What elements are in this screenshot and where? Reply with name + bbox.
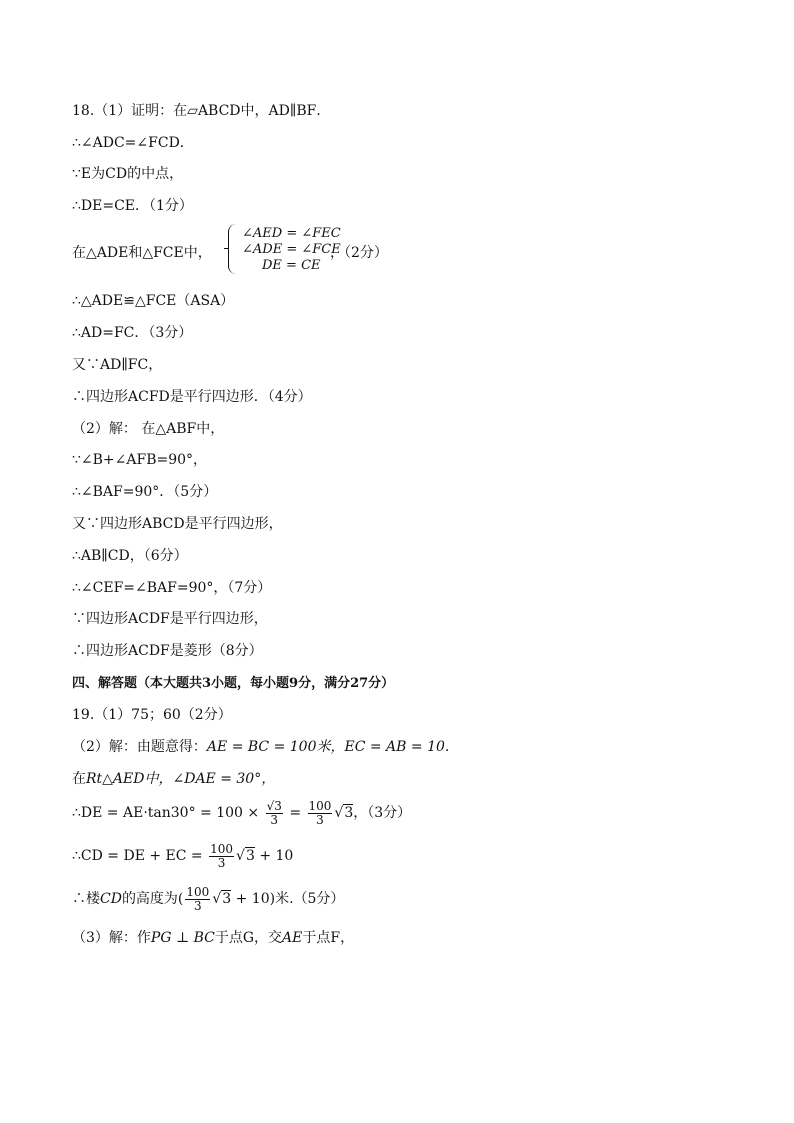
q18-line-5-prefix: 在△ADE和△FCE中， [72, 245, 212, 261]
sqrt-icon: √3 [236, 848, 255, 864]
q19-line-1: 19.（1）75；60（2分） [72, 707, 232, 723]
fraction-denominator: 3 [270, 812, 279, 827]
q19-line-2-prefix: （2）解：由题意得： [72, 739, 207, 755]
system-row-2: ∠ADE = ∠FCE [242, 242, 341, 257]
q18-line-14: ∴AB∥CD，（6分） [72, 548, 188, 564]
q19-line-5-tail: + 10 [254, 848, 294, 864]
q18-line-10: （2）解： 在△ABF中， [72, 421, 225, 437]
left-brace-icon [228, 224, 237, 274]
q19-line-6 [72, 884, 344, 914]
q19-line-4-suffix: ，（3分） [353, 805, 412, 821]
system-row-1: ∠AED = ∠FEC [242, 226, 341, 241]
q18-line-8: 又∵AD∥FC， [72, 357, 163, 373]
q19-line-7-c: 于点F， [302, 930, 355, 946]
section-heading: 四、解答题（本大题共3小题，每小题9分，满分27分） [72, 676, 395, 691]
equals-sign: = [289, 805, 302, 821]
q18-line-4: ∴DE=CE．（1分） [72, 198, 193, 214]
sqrt-icon: √3 [334, 805, 354, 821]
sqrt3-over-3-fraction [266, 800, 283, 827]
q19-line-3-math: Rt△AED中，∠DAE = 30°， [86, 771, 276, 787]
q19-line-6-cd: CD [100, 891, 122, 907]
q19-line-5-a: ∴CD = DE + EC = [72, 848, 203, 864]
q19-line-7-m2: AE [282, 930, 303, 946]
q19-line-2 [72, 738, 449, 756]
q19-line-4-a: ∴DE = AE·tan30° = 100 × [72, 805, 260, 821]
q18-line-6: ∴△ADE≌△FCE（ASA） [72, 293, 235, 309]
100-over-3-fraction: $\frac{100}{3}$ [210, 841, 234, 870]
q19-line-7-a: （3）解：作 [72, 930, 151, 946]
q19-line-6-b: 的高度为( [121, 891, 184, 907]
q18-line-5-suffix: ，（2分） [330, 245, 388, 261]
q18-line-11: ∵∠B+∠AFB=90°， [72, 452, 208, 468]
system-row-3: DE = CE [262, 258, 321, 273]
q19-line-7 [72, 929, 354, 947]
q18-line-15: ∴∠CEF=∠BAF=90°，（7分） [72, 580, 272, 596]
100-over-3-fraction: $\frac{100}{3}$ [186, 884, 210, 913]
q18-line-9: ∴四边形ACFD是平行四边形．（4分） [72, 389, 312, 405]
sqrt-icon: √3 [212, 891, 232, 907]
q19-line-3 [72, 770, 275, 788]
q19-line-6-a: ∴楼 [72, 891, 100, 907]
100-over-3-fraction: $\frac{100}{3}$ [308, 798, 332, 827]
q18-line-13: 又∵四边形ABCD是平行四边形， [72, 516, 283, 532]
q18-line-2: ∴∠ADC=∠FCD． [72, 135, 194, 151]
q18-line-7: ∴AD=FC．（3分） [72, 325, 193, 341]
q19-line-5 [72, 841, 293, 871]
q19-line-7-m1: PG ⊥ BC [150, 930, 215, 946]
q18-line-16: ∵四边形ACDF是平行四边形， [72, 611, 268, 627]
q19-line-3-prefix: 在 [72, 771, 86, 787]
q18-line-12: ∴∠BAF=90°．（5分） [72, 484, 218, 500]
q19-line-2-math: AE = BC = 100米，EC = AB = 10. [206, 739, 450, 755]
q19-line-7-b: 于点G，交 [214, 930, 283, 946]
q18-line-3: ∵E为CD的中点， [72, 166, 184, 182]
q19-line-6-c: + 10)米.（5分） [231, 891, 345, 907]
fraction-numerator: √3 [266, 798, 282, 813]
q18-line-17: ∴四边形ACDF是菱形（8分） [72, 643, 263, 659]
q19-line-4 [72, 798, 411, 828]
q18-line-1: 18.（1）证明：在▱ABCD中，AD∥BF． [72, 103, 331, 119]
